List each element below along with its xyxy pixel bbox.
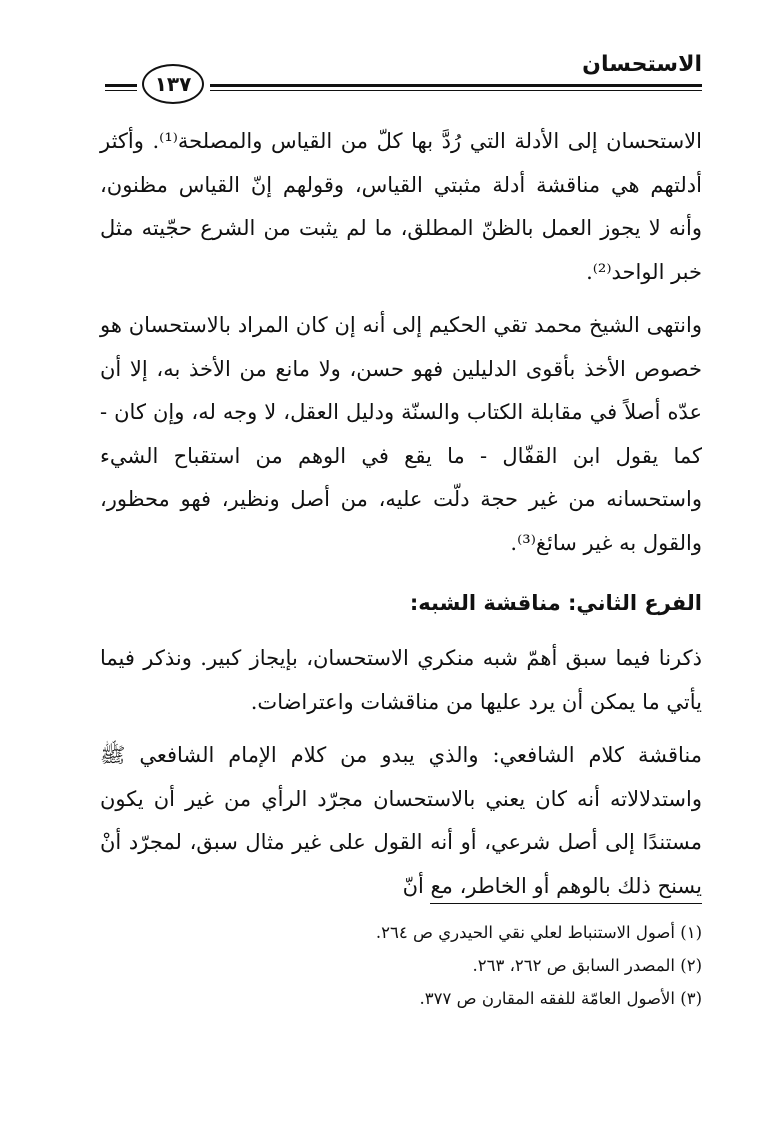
paragraph-1: الاستحسان إلى الأدلة التي رُدَّ بها كلّ من القياس والمصلحة⁽¹⁾. وأكثر أدلتهم هي مناقشة أدلة مثبتي القياس، وقولهم إنّ القياس مظنون، وأنه لا يجوز العمل بالظنّ المطلق، ما لم يثبت من الشرع حجّيته مثل خبر الواحد⁽²⁾. <box>100 129 702 284</box>
footnotes <box>100 916 702 1015</box>
header-rule <box>210 84 702 87</box>
running-title: الاستحسان <box>582 52 702 77</box>
footnote-3: (٣) الأصول العامّة للفقه المقارن ص ٣٧٧. <box>419 989 702 1008</box>
header-rule-left <box>105 84 137 87</box>
footnote-1: (١) أصول الاستنباط لعلي نقي الحيدري ص ٢٦٤. <box>375 923 702 942</box>
section-heading: الفرع الثاني: مناقشة الشبه: <box>409 591 702 615</box>
paragraph-4: مناقشة كلام الشافعي: والذي يبدو من كلام الإمام الشافعي ﷺ واستدلالاته أنه كان يعني بالاستحسان مجرّد الرأي من غير أن يكون مستندًا إلى أصل شرعي، أو أنه القول على غير مثال سبق، لمجرّد أنْ يسنح ذلك بالوهم أو الخاطر، مع أنّ <box>100 743 702 898</box>
page-number: ١٣٧ <box>142 64 204 104</box>
paragraph-2: وانتهى الشيخ محمد تقي الحكيم إلى أنه إن كان المراد بالاستحسان هو خصوص الأخذ بأقوى الدليلين فهو حسن، ولا مانع من الأخذ به، إلا أن عدّه أصلاً في مقابلة الكتاب والسنّة ودليل العقل، لا وجه له، وإن كان - كما يقول ابن القفّال - ما يقع في الوهم من استقباح الشيء واستحسانه من غير حجة دلّت عليه، من أصل ونظير، فهو محظور، والقول به غير سائغ⁽³⁾. <box>100 313 702 555</box>
page-body <box>100 120 702 918</box>
footnote-separator <box>430 903 702 904</box>
paragraph-3: ذكرنا فيما سبق أهمّ شبه منكري الاستحسان، بإيجاز كبير. ونذكر فيما يأتي ما يمكن أن يرد عليها من مناقشات واعتراضات. <box>100 646 702 714</box>
footnote-2: (٢) المصدر السابق ص ٢٦٢، ٢٦٣. <box>472 956 702 975</box>
